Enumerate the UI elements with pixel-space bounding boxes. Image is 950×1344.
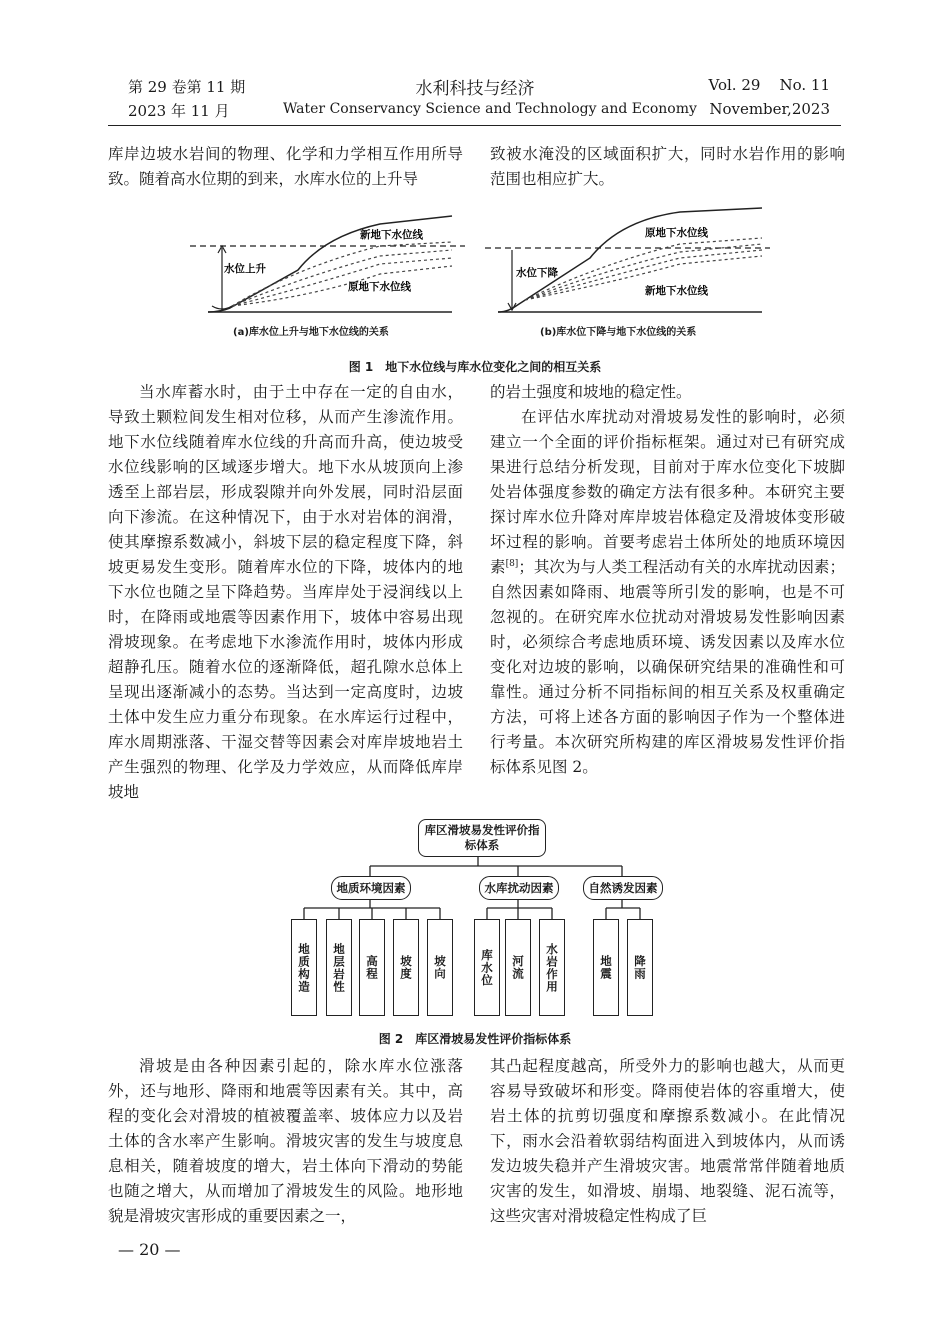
fig2-leaf-node: 库水位 xyxy=(474,919,500,1016)
fig1a-label-rise: 水位上升 xyxy=(224,263,266,275)
header-volume-cn: 第 29 卷第 11 期 xyxy=(128,78,246,96)
fig2-leaf-node: 河流 xyxy=(505,919,531,1016)
paragraph: 的岩土强度和坡地的稳定性。 xyxy=(490,383,692,401)
fig2-leaf-node: 地层岩性 xyxy=(326,919,352,1016)
paragraph: 滑坡是由各种因素引起的，除水库水位涨落外，还与地形、降雨和地震等因素有关。其中，高程的变化会对滑坡的植被覆盖率、坡体应力以及岩土体的含水率产生影响。滑坡灾害的发生与坡度息息相关，随着坡度的增大，岩土体向下滑动的势能也随之增大，从而增加了滑坡发生的风险。地形地貌是滑坡灾害形成的重要因素之一， xyxy=(108,1057,463,1225)
top-text-left: 库岸边坡水岩间的物理、化学和力学相互作用所导致。随着高水位期的到来，水库水位的上升导 xyxy=(108,145,463,188)
figure-1-caption: 图 1 地下水位线与库水位变化之间的相互关系 xyxy=(348,360,602,374)
fig2-leaf-node: 地震 xyxy=(593,919,619,1016)
paragraph: 在评估水库扰动对滑坡易发性的影响时，必须建立一个全面的评价指标框架。通过对已有研究成果进行总结分析发现，目前对于库水位变化下坡脚处岩体强度参数的确定方法有很多种。本研究主要探讨库水位升降对库岸坡岩体稳定及滑坡体变形破坏过程的影响。首要考虑岩土体所处的地质环境因素[8]；其次为与人类工程活动有关的水库扰动因素；自然因素如降雨、地震等所引发的影响，也是不可忽视的。在研究库水位扰动对滑坡易发性影响因素时，必须综合考虑地质环境、诱发因素以及库水位变化对边坡的影响，以确保研究结果的准确性和可靠性。通过分析不同指标间的相互关系及权重确定方法，可将上述各方面的影响因子作为一个整体进行考量。本次研究所构建的库区滑坡易发性评价指标体系见图 2。 xyxy=(490,408,845,776)
fig2-leaf-node: 坡向 xyxy=(427,919,453,1016)
fig2-category-node: 水库扰动因素 xyxy=(479,876,559,900)
fig2-leaf-node: 降雨 xyxy=(627,919,653,1016)
figure-2-caption: 图 2 库区滑坡易发性评价指标体系 xyxy=(378,1032,572,1046)
fig2-leaf-node: 水岩作用 xyxy=(539,919,565,1016)
figure-1b-caption: (b)库水位下降与地下水位线的关系 xyxy=(540,327,697,338)
bottom-text-left xyxy=(108,1054,463,1229)
top-text-right: 致被水淹没的区域面积扩大，同时水岩作用的影响范围也相应扩大。 xyxy=(490,145,845,188)
fig2-category-node: 地质环境因素 xyxy=(331,876,411,900)
page-number: — 20 — xyxy=(118,1240,181,1259)
paragraph: 其凸起程度越高，所受外力的影响也越大，从而更容易导致破坏和形变。降雨使岩体的容重增大，使岩土体的抗剪切强度和摩擦系数减小。在此情况下，雨水会沿着软弱结构面进入到坡体内，从而诱发边坡失稳并产生滑坡灾害。地震常常伴随着地质灾害的发生，如滑坡、崩塌、地裂缝、泥石流等，这些灾害对滑坡稳定性构成了巨 xyxy=(490,1057,845,1225)
bottom-text-right xyxy=(490,1054,845,1229)
fig2-leaf-node: 高程 xyxy=(359,919,385,1016)
fig1b-label-old: 原地下水位线 xyxy=(645,227,708,239)
header-journal-en: Water Conservancy Science and Technology and Economy xyxy=(283,101,697,117)
figure-1a-caption: (a)库水位上升与地下水位线的关系 xyxy=(233,327,389,338)
fig1b-label-drop: 水位下降 xyxy=(516,267,558,279)
fig2-category-node: 自然诱发因素 xyxy=(583,876,663,900)
citation-ref: [8] xyxy=(505,558,519,569)
header-date-en: November,2023 xyxy=(709,100,830,118)
fig2-leaf-node: 地质构造 xyxy=(291,919,317,1016)
fig1b-label-new: 新地下水位线 xyxy=(645,285,708,297)
fig1a-label-old: 原地下水位线 xyxy=(348,281,411,293)
header-journal-cn: 水利科技与经济 xyxy=(415,79,535,99)
fig2-leaf-node: 坡度 xyxy=(393,919,419,1016)
fig2-root-node: 库区滑坡易发性评价指标体系 xyxy=(418,819,546,857)
fig1a-label-new: 新地下水位线 xyxy=(360,229,423,241)
header-volume-en: Vol. 29 No. 11 xyxy=(708,76,830,94)
header-date-cn: 2023 年 11 月 xyxy=(128,102,230,120)
paragraph: 当水库蓄水时，由于土中存在一定的自由水，导致土颗粒间发生相对位移，从而产生渗流作用。地下水位线随着库水位线的升高而升高，使边坡受水位线影响的区域逐步增大。地下水从坡顶向上渗透至上部岩层，形成裂隙并向外发展，同时沿层面向下渗流。在这种情况下，由于水对岩体的润滑，使其摩擦系数减小，斜坡下层的稳定程度下降，斜坡更易发生变形。随着库水位的下降，坡体内的地下水位也随之呈下降趋势。当库岸处于浸润线以上时，在降雨或地震等因素作用下，坡体中容易出现滑坡现象。在考虑地下水渗流作用时，坡体内形成超静孔压。随着水位的逐渐降低，超孔隙水总体上呈现出逐渐减小的态势。当达到一定高度时，边坡土体中发生应力重分布现象。在水库运行过程中，库水周期涨落、干湿交替等因素会对库岸坡地岩土产生强烈的物理、化学及力学效应，从而降低库岸坡地 xyxy=(108,383,463,801)
